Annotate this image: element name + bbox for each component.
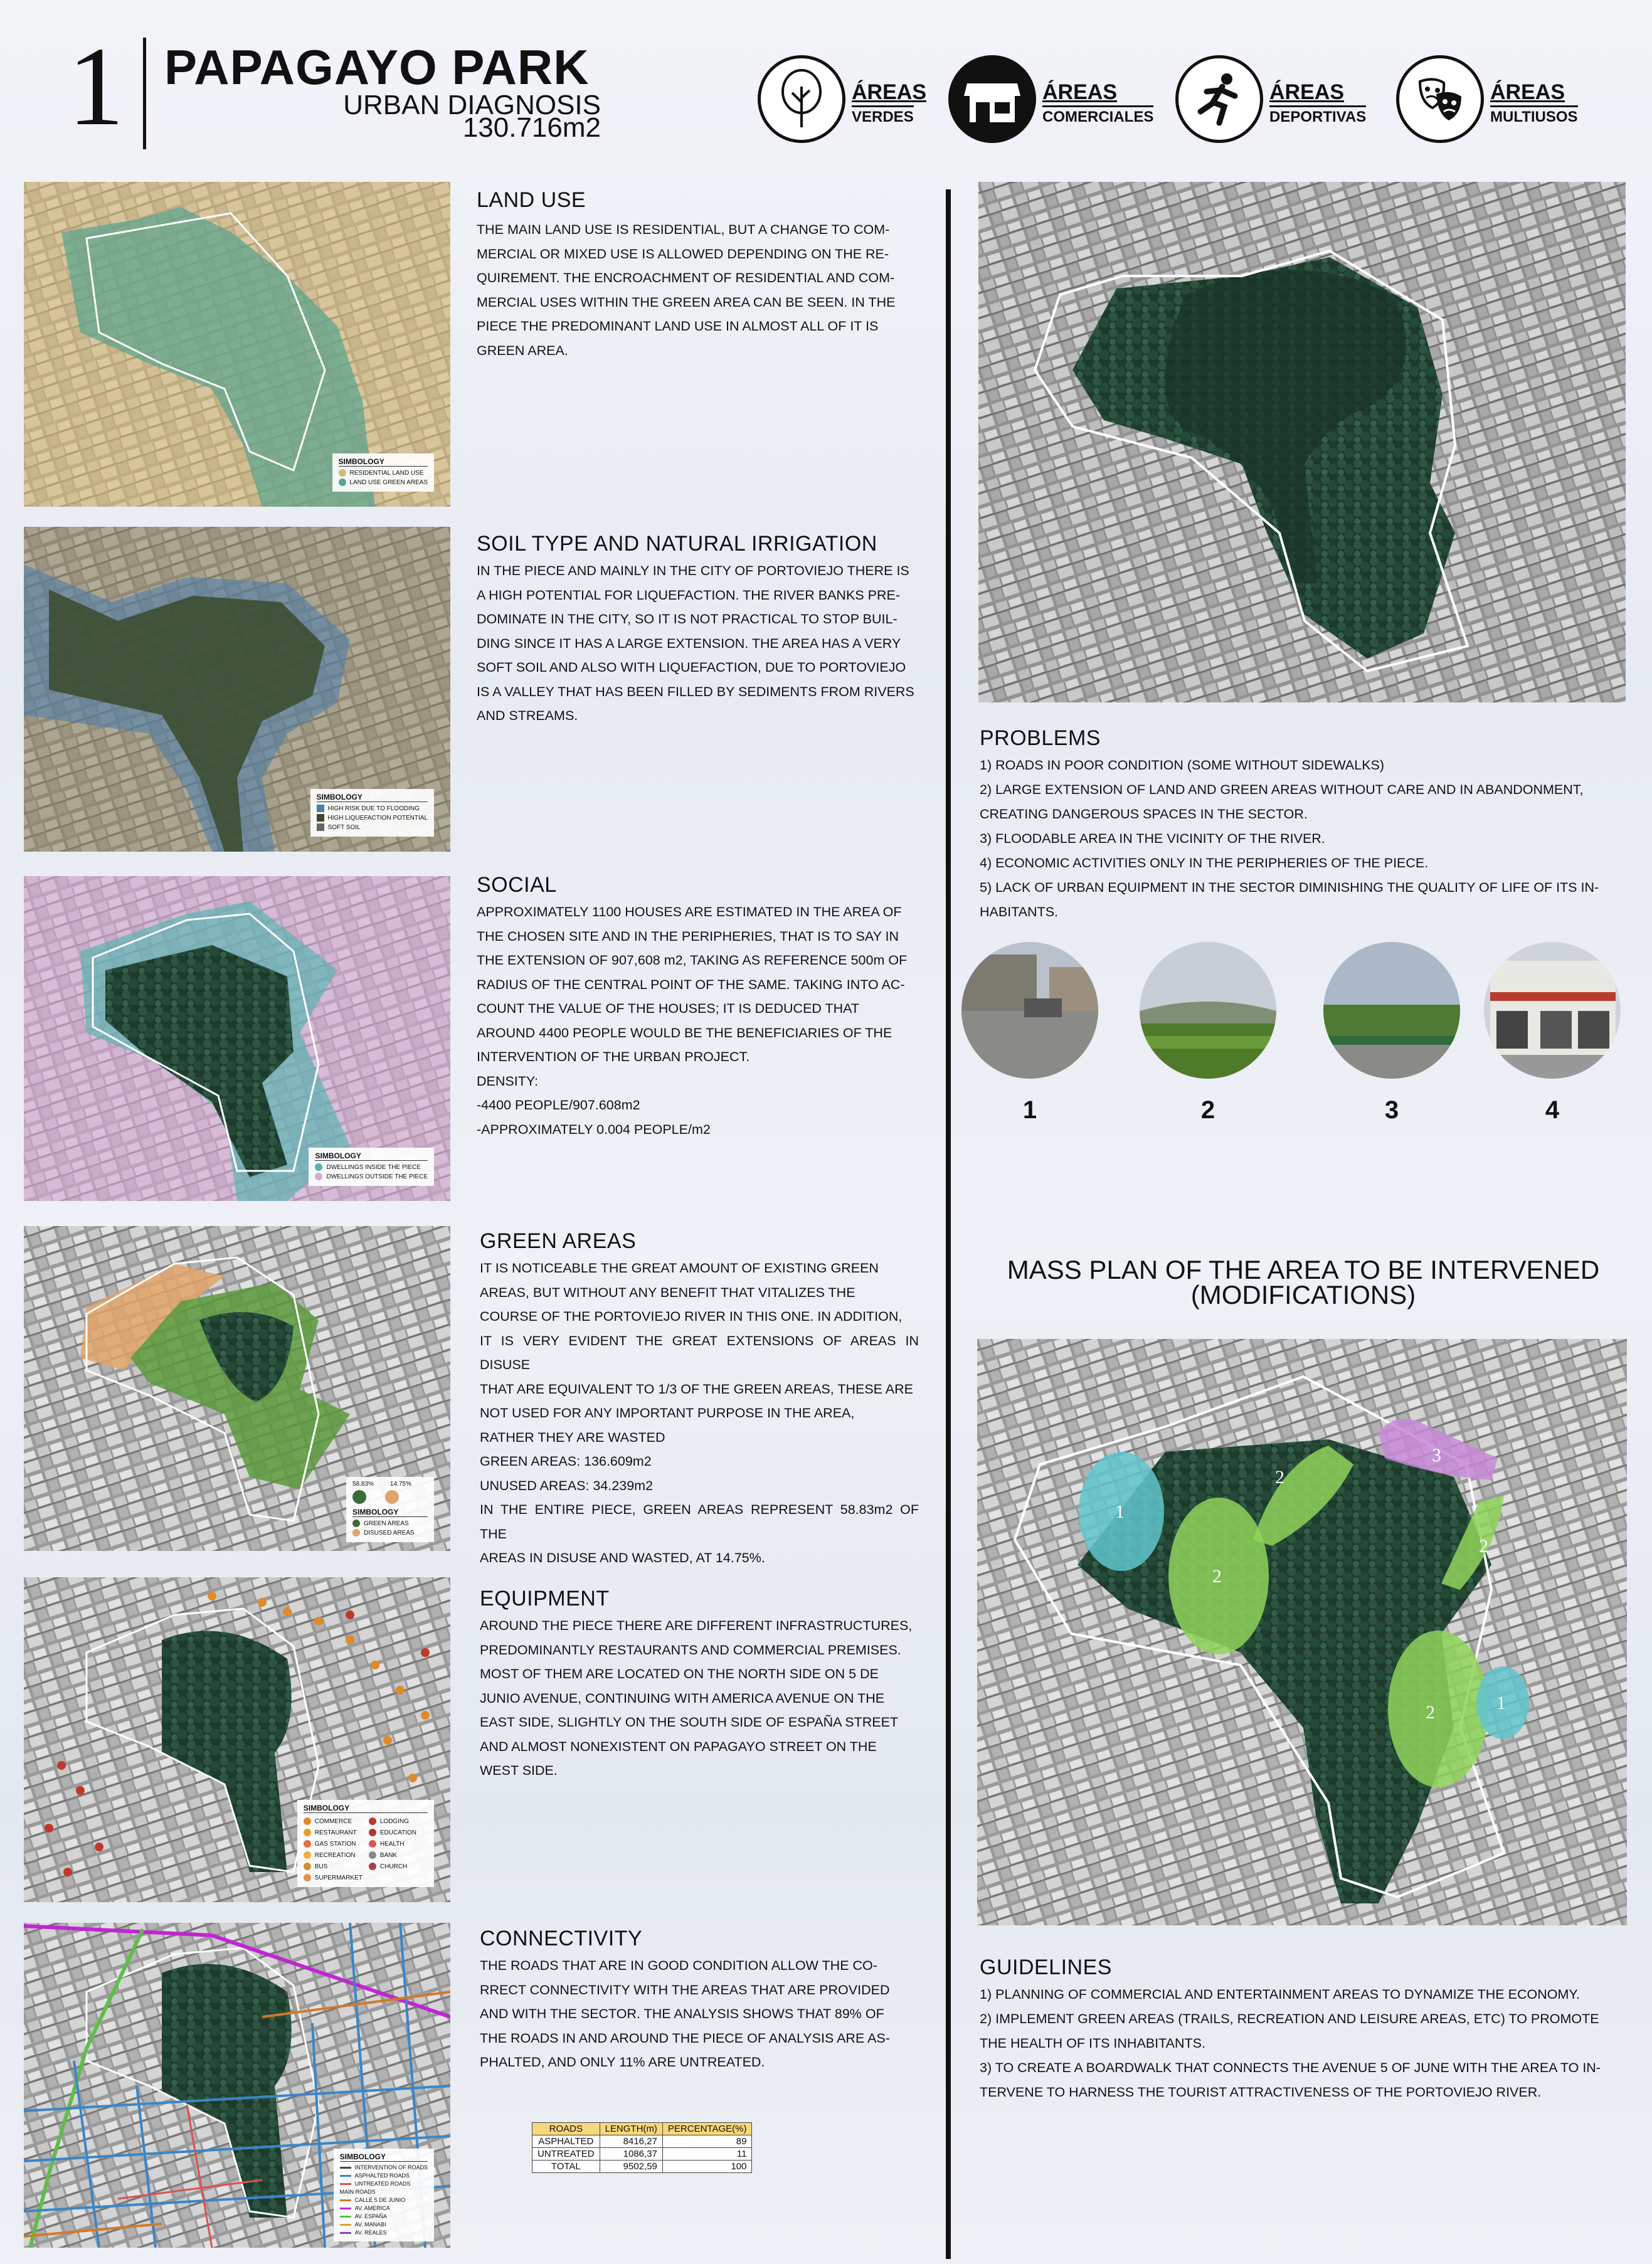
site-aerial-map — [978, 182, 1626, 702]
table-row — [532, 2148, 752, 2161]
category-commercial-areas — [948, 55, 1154, 149]
zone-label: 2 — [1212, 1566, 1222, 1587]
legend-title: SIMBOLOGY — [317, 793, 428, 802]
theater-masks-icon — [1396, 55, 1484, 143]
roads-table — [532, 2122, 752, 2173]
map-legend — [334, 2149, 434, 2241]
legend-item: DWELLINGS OUTSIDE THE PIECE — [315, 1173, 428, 1180]
legend-item: HIGH LIQUEFACTION POTENTIAL — [317, 814, 428, 822]
table-header: PERCENTAGE(%) — [662, 2123, 752, 2135]
site-area: 130.716m2 — [462, 112, 601, 143]
legend-item: AV. ESPAÑA — [340, 2213, 428, 2219]
section-soil — [477, 532, 919, 728]
runner-icon — [1175, 55, 1263, 143]
table-header-row — [532, 2123, 752, 2135]
section-title: LAND USE — [477, 188, 586, 212]
legend-item: INTERVENTION OF ROADS — [340, 2164, 428, 2171]
problem-photo-4 — [1484, 942, 1621, 1079]
legend-item: SUPERMARKET — [304, 1874, 363, 1881]
legend-title: SIMBOLOGY — [352, 1508, 428, 1517]
legend-item: RESTAURANT — [304, 1829, 363, 1836]
section-green-areas — [480, 1229, 919, 1570]
green-areas-map — [24, 1226, 450, 1551]
zone-label: 2 — [1426, 1702, 1435, 1723]
store-icon — [948, 55, 1036, 143]
legend-item: RESIDENTIAL LAND USE — [339, 469, 428, 477]
zone-label: 1 — [1115, 1501, 1125, 1522]
legend-item: HIGH RISK DUE TO FLOODING — [317, 805, 428, 812]
tree-icon — [758, 55, 845, 143]
guidelines-section — [980, 1955, 1601, 2105]
zone-label: 1 — [1496, 1693, 1506, 1713]
category-label-top: ÁREAS — [1490, 80, 1565, 104]
zone-label: 2 — [1479, 1536, 1488, 1557]
legend-item: HEALTH — [369, 1840, 428, 1848]
problem-photo-2 — [1140, 942, 1276, 1079]
social-map — [24, 876, 450, 1201]
legend-item: LAND USE GREEN AREAS — [339, 479, 428, 486]
map-legend — [297, 1800, 434, 1887]
legend-title: SIMBOLOGY — [340, 2152, 428, 2162]
section-body: AROUND THE PIECE THERE ARE DIFFERENT INFRASTRUCTURES, PREDOMINANTLY RESTAURANTS AND COMMERCIAL PREMISES. MOST OF THEM ARE LOCATED ON THE NORTH SIDE ON 5 DE JUNIO AVENUE, CONTINUING WITH AMERICA AVENUE ON THE EAST SIDE, SLIGHTLY ON THE SOUTH SIDE OF ESPAÑA STREET AND ALMOST NONEXISTENT ON PAPAGAYO STREET ON THE WEST SIDE. — [480, 1618, 913, 1778]
page-subtitle: URBAN DIAGNOSIS — [343, 90, 601, 120]
legend-item: AV. REALES — [340, 2230, 428, 2236]
section-title: CONNECTIVITY — [480, 1927, 643, 1950]
legend-item: GAS STATION — [304, 1840, 363, 1848]
table-header: LENGTH(m) — [600, 2123, 662, 2135]
section-equipment — [480, 1587, 919, 1783]
map-legend — [346, 1477, 434, 1542]
sheet-number: 1 — [68, 24, 124, 149]
category-label-top: ÁREAS — [852, 80, 927, 104]
connectivity-map — [24, 1923, 450, 2248]
legend-title: SIMBOLOGY — [339, 457, 428, 467]
legend-item: AV. MANABI — [340, 2221, 428, 2228]
table-cell: 89 — [662, 2135, 752, 2148]
section-social — [477, 873, 919, 1141]
table-header: ROADS — [532, 2123, 600, 2135]
legend-item: MAIN ROADS — [339, 2189, 376, 2195]
green-pct: 58.83% — [352, 1481, 374, 1488]
zone-label: 3 — [1432, 1445, 1441, 1466]
legend-item: CALLE 5 DE JUNIO — [340, 2197, 428, 2203]
legend-item: BANK — [369, 1851, 428, 1859]
legend-item: BUS — [304, 1863, 363, 1870]
section-title: SOCIAL — [477, 873, 557, 897]
legend-item: LODGING — [369, 1817, 428, 1825]
section-body: IT IS NOTICEABLE THE GREAT AMOUNT OF EXISTING GREEN AREAS, BUT WITHOUT ANY BENEFIT THAT VITALIZES THE COURSE OF THE PORTOVIEJO RIVER IN THIS ONE. IN ADDITION, IT IS VERY EVIDENT THE GREAT EXTENSIONS OF AREAS IN DISUSE THAT ARE EQUIVALENT TO 1/3 OF THE GREEN AREAS, THESE ARE NOT USED FOR ANY IMPORTANT PURPOSE IN THE AREA, RATHER THEY ARE WASTED GREEN AREAS: 136.609m2 UNUSED AREAS: 34.239m2 IN THE ENTIRE PIECE, GREEN AREAS REPRESENT 58.83m2 OF THE AREAS IN DISUSE AND WASTED, AT 14.75%. — [480, 1261, 919, 1565]
mass-plan-title-line2: (MODIFICATIONS) — [1190, 1280, 1416, 1309]
legend-title: SIMBOLOGY — [304, 1804, 428, 1813]
section-body: THE ROADS THAT ARE IN GOOD CONDITION ALLOW THE CO- RRECT CONNECTIVITY WITH THE AREAS THAT ARE PROVIDED AND WITH THE SECTOR. THE ANALYSIS SHOWS THAT 89% OF THE ROADS IN AND AROUND THE PIECE OF ANALYSIS ARE AS- PHALTED, AND ONLY 11% ARE UNTREATED. — [480, 1958, 890, 2070]
section-body: APPROXIMATELY 1100 HOUSES ARE ESTIMATED IN THE AREA OF THE CHOSEN SITE AND IN THE PERIPHERIES, THAT IS TO SAY IN THE EXTENSION OF 907,608 m2, TAKING AS REFERENCE 500m OF RADIUS OF THE CENTRAL POINT OF THE SAME. TAKING INTO AC- COUNT THE VALUE OF THE HOUSES; IT IS DEDUCED THAT AROUND 4400 PEOPLE WOULD BE THE BENEFICIARIES OF THE INTERVENTION OF THE URBAN PROJECT. DENSITY: -4400 PEOPLE/907.608m2 -APPROXIMATELY 0.004 PEOPLE/m2 — [477, 904, 908, 1137]
map-legend — [309, 1148, 434, 1186]
table-cell: 1086,37 — [600, 2148, 662, 2161]
header-divider — [143, 38, 146, 149]
table-cell: TOTAL — [532, 2161, 600, 2173]
category-label-top: ÁREAS — [1269, 80, 1345, 104]
legend-item: UNTREATED ROADS — [340, 2181, 428, 2187]
photo-number: 1 — [1022, 1096, 1037, 1124]
legend-item: GREEN AREAS — [352, 1520, 428, 1527]
land-use-map — [24, 182, 450, 507]
legend-item: EDUCATION — [369, 1829, 428, 1836]
table-cell: 11 — [662, 2148, 752, 2161]
mass-plan-map — [977, 1339, 1627, 1925]
legend-item: ASPHALTED ROADS — [340, 2172, 428, 2179]
category-label-top: ÁREAS — [1042, 80, 1118, 104]
legend-item: RECREATION — [304, 1851, 363, 1859]
category-label-bottom: COMERCIALES — [1042, 105, 1153, 126]
section-body: THE MAIN LAND USE IS RESIDENTIAL, BUT A CHANGE TO COM- MERCIAL OR MIXED USE IS ALLOWED DEPENDING ON THE RE- QUIREMENT. THE ENCROACHMENT OF RESIDENTIAL AND COM- MERCIAL USES WITHIN THE GREEN AREA CAN BE SEEN. IN THE PIECE THE PREDOMINANT LAND USE IN ALMOST ALL OF IT IS GREEN AREA. — [477, 222, 896, 358]
table-cell: UNTREATED — [532, 2148, 600, 2161]
legend-item: DISUSED AREAS — [352, 1529, 428, 1537]
category-label-bottom: MULTIUSOS — [1490, 105, 1578, 126]
photo-number: 4 — [1545, 1096, 1560, 1124]
page-title: PAPAGAYO PARK — [164, 40, 590, 95]
table-cell: ASPHALTED — [532, 2135, 600, 2148]
map-legend — [332, 453, 434, 492]
disused-pct: 14.75% — [389, 1481, 411, 1488]
map-legend — [310, 789, 434, 837]
guidelines-list: 1) PLANNING OF COMMERCIAL AND ENTERTAINMENT AREAS TO DYNAMIZE THE ECONOMY. 2) IMPLEMENT GREEN AREAS (TRAILS, RECREATION AND LEISURE AREAS, ETC) TO PROMOTE THE HEALTH OF ITS INHABITANTS. 3) TO CREATE A BOARDWALK THAT CONNECTS THE AVENUE 5 OF JUNE WITH THE AREA TO IN- TERVENE TO HARNESS THE TOURIST ATTRACTIVENESS OF THE PORTOVIEJO RIVER. — [980, 1987, 1601, 2100]
category-multiuse-areas — [1396, 55, 1597, 149]
problem-photo-3 — [1323, 942, 1460, 1079]
section-land-use — [477, 188, 919, 362]
section-body: IN THE PIECE AND MAINLY IN THE CITY OF PORTOVIEJO THERE IS A HIGH POTENTIAL FOR LIQUEFACTION. THE RIVER BANKS PRE- DOMINATE IN THE CITY, SO IT IS NOT PRACTICAL TO STOP BUIL- DING SINCE IT HAS A LARGE EXTENSION. THE AREA HAS A VERY SOFT SOIL AND ALSO WITH LIQUEFACTION, DUE TO PORTOVIEJO IS A VALLEY THAT HAS BEEN FILLED BY SEDIMENTS FROM RIVERS AND STREAMS. — [477, 563, 914, 723]
legend-title: SIMBOLOGY — [315, 1151, 428, 1161]
category-label-bottom: DEPORTIVAS — [1269, 105, 1366, 126]
category-sports-areas — [1175, 55, 1376, 149]
category-green-areas — [758, 55, 958, 149]
section-title: GUIDELINES — [980, 1955, 1112, 1979]
problems-section — [980, 726, 1599, 924]
mass-plan-title — [971, 1257, 1636, 1308]
photo-number: 2 — [1200, 1096, 1215, 1124]
column-divider — [946, 189, 951, 2259]
legend-item: SOFT SOIL — [317, 823, 428, 831]
photo-number: 3 — [1384, 1096, 1399, 1124]
legend-item: CHURCH — [369, 1863, 428, 1870]
legend-item: AV. AMERICA — [340, 2205, 428, 2211]
mass-plan-title-line1: MASS PLAN OF THE AREA TO BE INTERVENED — [1007, 1255, 1600, 1284]
soil-map — [24, 527, 450, 852]
problems-list: 1) ROADS IN POOR CONDITION (SOME WITHOUT SIDEWALKS) 2) LARGE EXTENSION OF LAND AND GREEN AREAS WITHOUT CARE AND IN ABANDONMENT, CREATING DANGEROUS SPACES IN THE SECTOR. 3) FLOODABLE AREA IN THE VICINITY OF THE RIVER. 4) ECONOMIC ACTIVITIES ONLY IN THE PERIPHERIES OF THE PIECE. 5) LACK OF URBAN EQUIPMENT IN THE SECTOR DIMINISHING THE QUALITY OF LIFE OF ITS IN- HABITANTS. — [980, 758, 1599, 919]
table-cell: 100 — [662, 2161, 752, 2173]
table-cell: 9502,59 — [600, 2161, 662, 2173]
legend-item: COMMERCE — [304, 1817, 363, 1825]
equipment-map — [24, 1577, 450, 1902]
legend-item: DWELLINGS INSIDE THE PIECE — [315, 1163, 428, 1171]
section-title: GREEN AREAS — [480, 1229, 637, 1253]
section-title: SOIL TYPE AND NATURAL IRRIGATION — [477, 532, 877, 556]
section-title: PROBLEMS — [980, 726, 1101, 750]
section-connectivity — [480, 1927, 919, 2075]
problem-photo-1 — [961, 942, 1098, 1079]
zone-label: 2 — [1275, 1467, 1284, 1488]
table-row — [532, 2161, 752, 2173]
category-label-bottom: VERDES — [852, 105, 914, 126]
table-cell: 8416,27 — [600, 2135, 662, 2148]
table-row — [532, 2135, 752, 2148]
section-title: EQUIPMENT — [480, 1587, 610, 1611]
